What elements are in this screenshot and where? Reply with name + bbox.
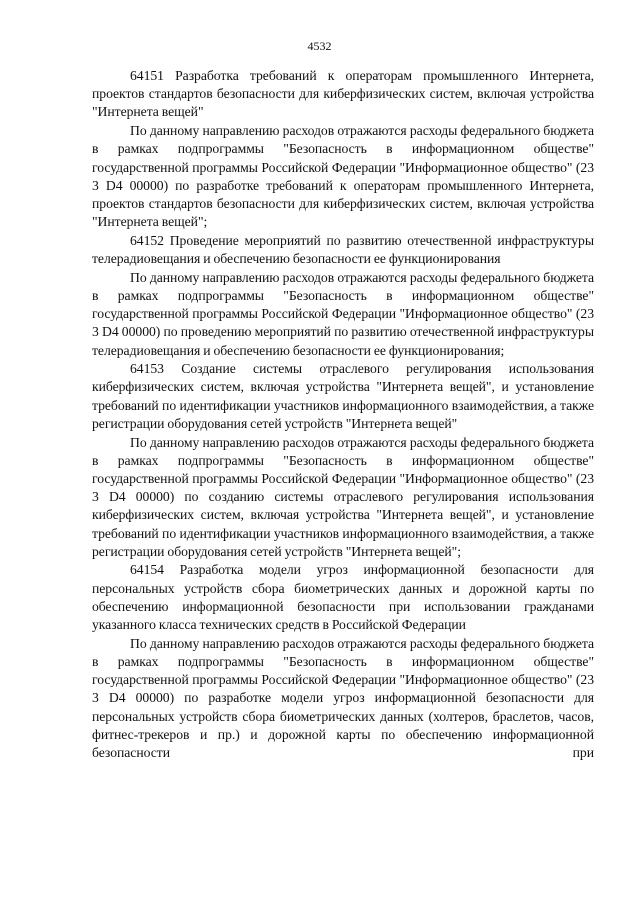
paragraph-64153-description: По данному направлению расходов отражаются расходы федерального бюджета в рамках подпрограммы "Безопасность в информационном обществе" государственной программы Российской Федерации "Информационное общество" (23 3 D4 00000) по созданию системы отраслевого регулирования использования киберфизических систем, включая устройства "Интернета вещей", и установление требований по идентификации участников информационного взаимодействия, а также регистрации оборудования сетей устройств "Интернета вещей"; [92, 434, 594, 559]
page-number: 4532 [307, 39, 332, 53]
paragraph-64152-description: По данному направлению расходов отражаются расходы федерального бюджета в рамках подпрограммы "Безопасность в информационном обществе" государственной программы Российской Федерации "Информационное общество" (23 3 D4 00000) по проведению мероприятий по развитию отечественной инфраструктуры телерадиовещания и обеспечению безопасности ее функционирования; [92, 269, 594, 358]
paragraph-64152-heading: 64152 Проведение мероприятий по развитию отечественной инфраструктуры телерадиовещания и обеспечению безопасности ее функционирования [92, 232, 594, 267]
paragraph-64151-heading: 64151 Разработка требований к операторам промышленного Интернета, проектов стандартов безопасности для киберфизических систем, включая устройства "Интернета вещей" [92, 68, 594, 120]
paragraph-64154-heading: 64154 Разработка модели угроз информационной безопасности для персональных устройств сбора биометрических данных и дорожной карты по обеспечению информационной безопасности при использовании гражданами указанного класса технических средств в Российской Федерации [92, 562, 594, 633]
document-body [92, 67, 594, 763]
paragraph-64153-heading: 64153 Создание системы отраслевого регулирования использования киберфизических систем, включая устройства "Интернета вещей", и установление требований по идентификации участников информационного взаимодействия, а также регистрации оборудования сетей устройств "Интернета вещей" [92, 361, 594, 431]
paragraph-64154-description: По данному направлению расходов отражаются расходы федерального бюджета в рамках подпрограммы "Безопасность в информационном обществе" государственной программы Российской Федерации "Информационное общество" (23 3 D4 00000) по разработке модели угроз информационной безопасности для персональных устройств сбора биометрических данных (холтеров, браслетов, часов, фитнес-трекеров и пр.) и дорожной карты по обеспечению информационной безопасности при [92, 635, 594, 761]
paragraph-64151-description: По данному направлению расходов отражаются расходы федерального бюджета в рамках подпрограммы "Безопасность в информационном обществе" государственной программы Российской Федерации "Информационное общество" (23 3 D4 00000) по разработке требований к операторам промышленного Интернета, проектов стандартов безопасности для киберфизических систем, включая устройства "Интернета вещей"; [92, 123, 594, 230]
